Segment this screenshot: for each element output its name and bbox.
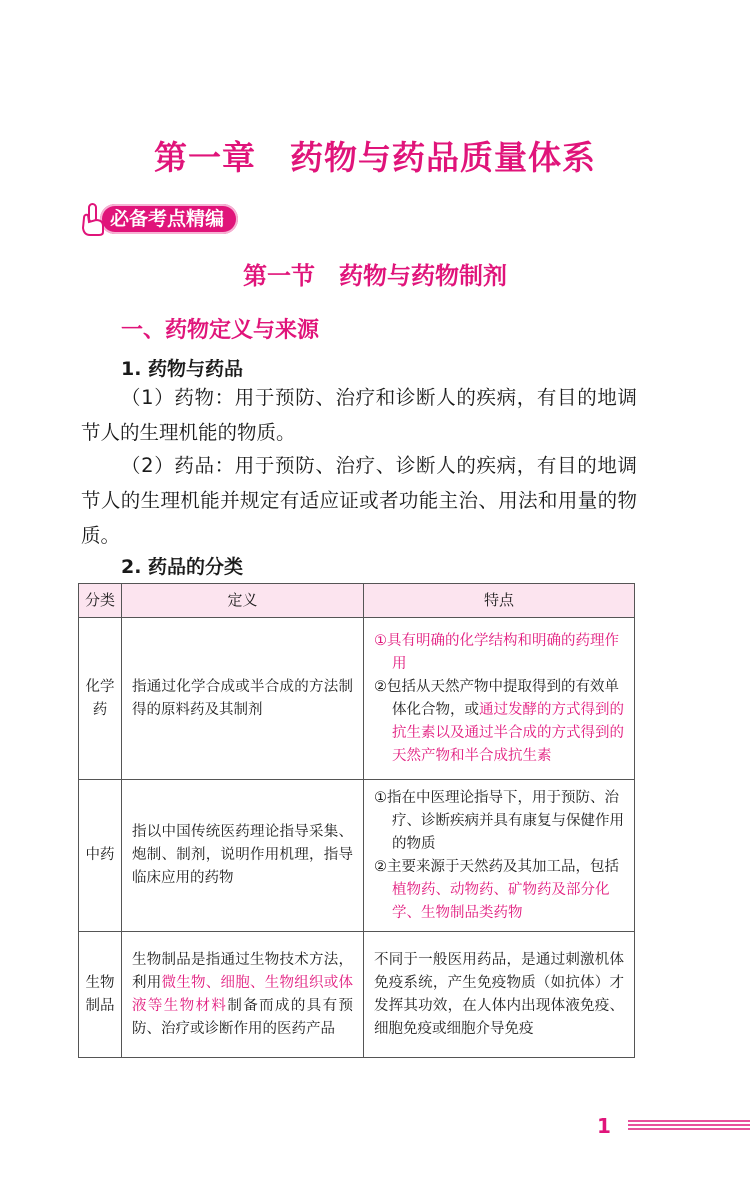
feature-text: ②主要来源于天然药及其加工品，包括	[374, 858, 619, 875]
page-number: 1	[597, 1114, 611, 1138]
badge-label: 必备考点精编	[100, 204, 238, 234]
feature-highlight: 植物药、动物药、矿物药及部分化学、生物制品类药物	[392, 881, 610, 921]
paragraph-medicine-definition: （2）药品：用于预防、治疗、诊断人的疾病，有目的地调节人的生理机能并规定有适应证或者功能主治、用法和用量的物质。	[81, 454, 637, 547]
table-row	[79, 932, 635, 1058]
definition-highlight: 微生物、细胞、生物组织或体液等生物材料	[132, 974, 353, 1014]
drug-classification-table	[78, 583, 635, 1058]
feature-item: ①指在中医理论指导下，用于预防、治疗、诊断疾病并具有康复与保健作用的物质	[374, 789, 624, 852]
chapter-title: 第一章 药物与药品质量体系	[154, 138, 596, 177]
feature-item	[374, 856, 624, 925]
table-row	[79, 618, 635, 780]
item2-heading: 2. 药品的分类	[121, 556, 244, 578]
key-points-badge	[80, 202, 238, 236]
feature-item: ①具有明确的化学结构和明确的药理作用	[374, 632, 619, 672]
feature-text: ②包括从天然产物中提取得到的有效单体化合物，或	[374, 678, 619, 718]
feature-cell	[364, 618, 635, 780]
feature-cell	[364, 780, 635, 932]
definition-text: 生物制品是指通过生物技术方法，利用	[132, 951, 353, 991]
subsection-title: 一、药物定义与来源	[121, 318, 320, 343]
table-header-category: 分类	[79, 584, 122, 618]
section-title: 第一节 药物与药物制剂	[243, 262, 507, 290]
table-header-definition: 定义	[122, 584, 364, 618]
definition-cell: 指通过化学合成或半合成的方法制得的原料药及其制剂	[122, 618, 364, 780]
pointing-hand-icon	[80, 202, 106, 236]
feature-item	[374, 676, 624, 768]
definition-cell: 指以中国传统医药理论指导采集、炮制、制剂，说明作用机理，指导临床应用的药物	[122, 780, 364, 932]
category-cell: 生物制品	[79, 932, 122, 1058]
definition-cell	[122, 932, 364, 1058]
table-row	[79, 780, 635, 932]
table-header-feature: 特点	[364, 584, 635, 618]
table-header-row	[79, 584, 635, 618]
definition-text: 制备而成的具有预防、治疗或诊断作用的医药产品	[132, 997, 354, 1037]
category-cell: 中药	[79, 780, 122, 932]
category-cell: 化学药	[79, 618, 122, 780]
feature-highlight: 通过发酵的方式得到的抗生素以及通过半合成的方式得到的天然产物和半合成抗生素	[392, 701, 624, 764]
paragraph-drug-definition: （1）药物：用于预防、治疗和诊断人的疾病，有目的地调节人的生理机能的物质。	[81, 386, 637, 444]
item1-heading: 1. 药物与药品	[121, 358, 244, 380]
feature-cell: 不同于一般医用药品，是通过刺激机体免疫系统，产生免疫物质（如抗体）才发挥其功效，在人体内出现体液免疫、细胞免疫或细胞介导免疫	[364, 932, 635, 1058]
page-decoration-lines	[628, 1120, 750, 1134]
